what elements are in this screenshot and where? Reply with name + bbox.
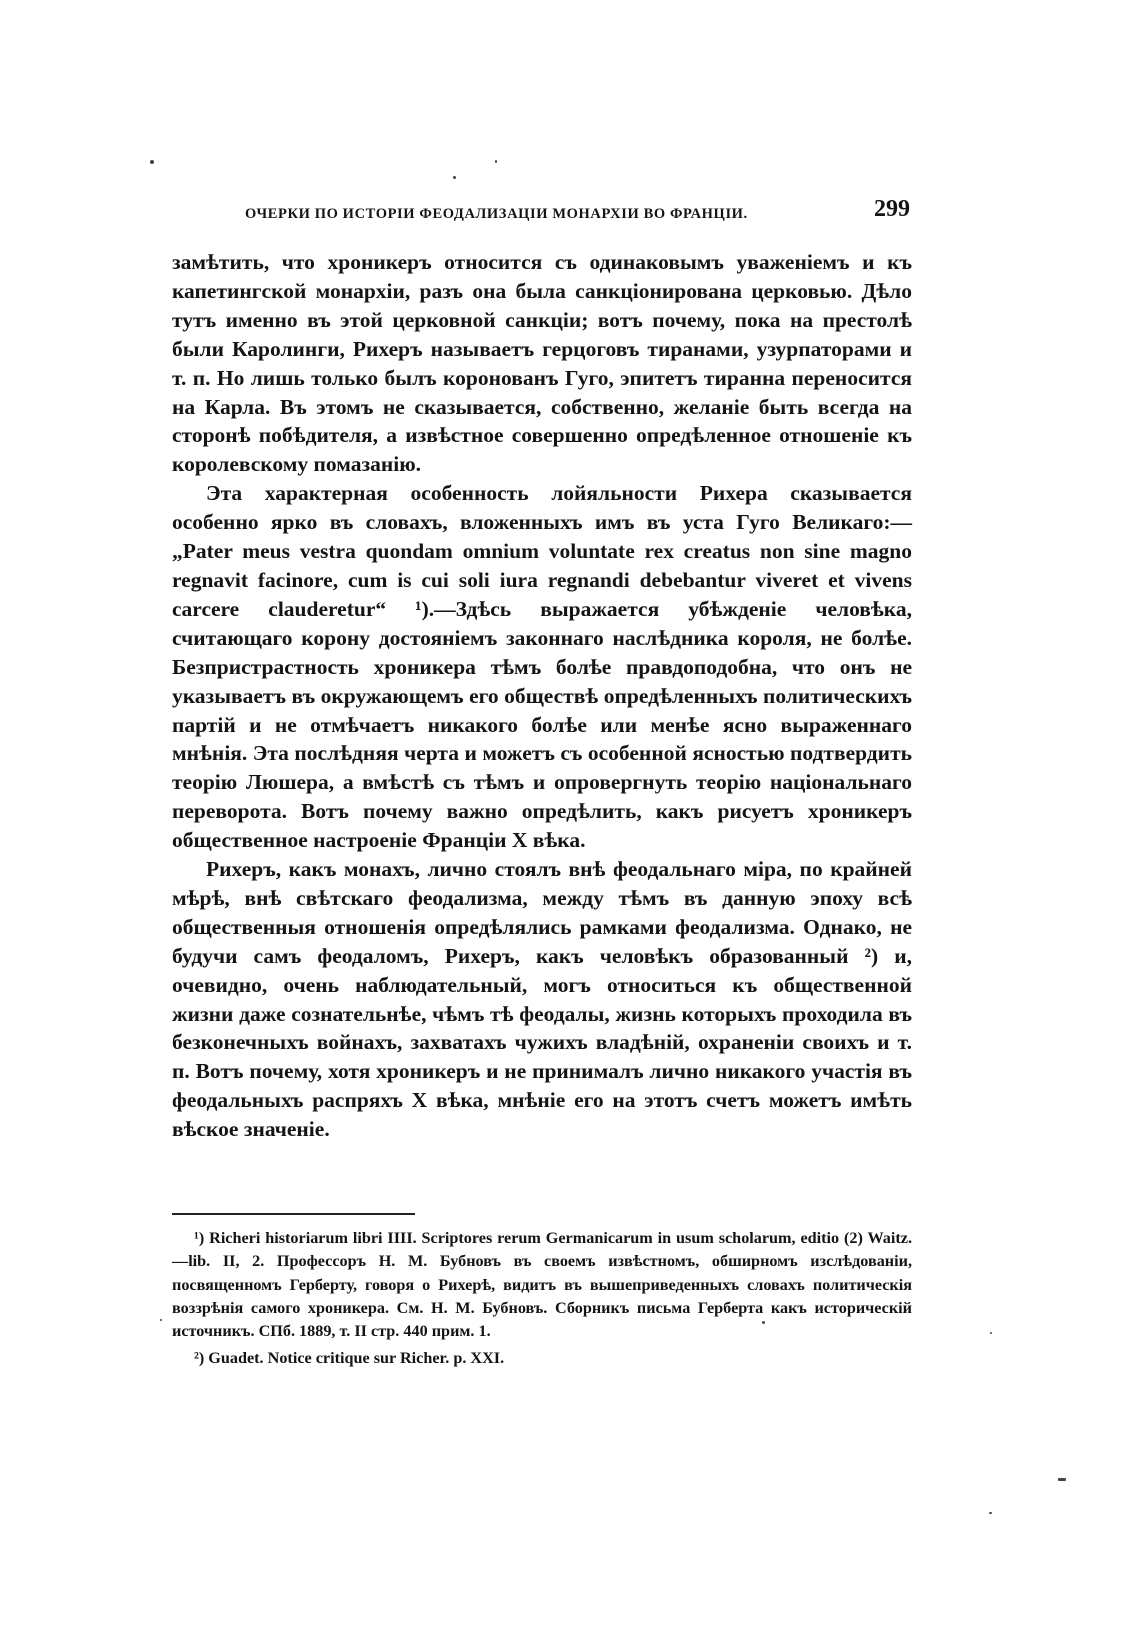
- scan-speck: [150, 160, 154, 164]
- paragraph-1: замѣтить, что хроникеръ относится съ одинаковымъ уваженіемъ и къ капетингской монархіи, разъ она была санкціонирована церковью. Дѣло тутъ именно въ этой церковной санкціи; вотъ почему, пока на престолѣ были Каролинги, Рихеръ называетъ герцоговъ тиранами, узурпаторами и т. п. Но лишь только былъ коронованъ Гуго, эпитетъ тиранна переносится на Карла. Въ этомъ не сказывается, собственно, желаніе быть всегда на сторонѣ побѣдителя, а извѣстное совершенно опредѣленное отношеніе къ королевскому помазанію.: [172, 250, 912, 477]
- paragraph-3: Рихеръ, какъ монахъ, лично стоялъ внѣ феодальнаго міра, по крайней мѣрѣ, внѣ свѣтскаго феодализма, между тѣмъ въ данную эпоху всѣ общественныя отношенія опредѣлялись рамками феодализма. Однако, не будучи самъ феодаломъ, Рихеръ, какъ человѣкъ образованный ²) и, очевидно, очень наблюдательный, могъ относиться къ общественной жизни даже сознательнѣе, чѣмъ тѣ феодалы, жизнь которыхъ проходила въ безконечныхъ войнахъ, захватахъ чужихъ владѣній, охраненіи своихъ и т. п. Вотъ почему, хотя хроникеръ и не принималъ лично никакого участія въ феодальныхъ распряхъ X вѣка, мнѣніе его на этотъ счетъ можетъ имѣть вѣское значеніе.: [172, 857, 912, 1142]
- scan-speck: [453, 176, 456, 179]
- footnotes: [172, 1227, 912, 1371]
- running-head: ОЧЕРКИ ПО ИСТОРІИ ФЕОДАЛИЗАЦІИ МОНАРХІИ ВО ФРАНЦІИ.: [245, 206, 748, 222]
- scan-speck: [990, 1332, 992, 1334]
- footnote-2: ²) Guadet. Notice critique sur Richer. p. XXI.: [194, 1349, 505, 1368]
- page-header: [245, 196, 910, 226]
- paragraph-2: Эта характерная особенность лойяльности Рихера сказывается особенно ярко въ словахъ, вложенныхъ имъ въ уста Гуго Великаго:— „Pater meus vestra quondam omnium voluntate rex creatus non sine magno regnavit facinore, cum is cui soli iura regnandi debebantur viveret et vivens carcere clauderetur“ ¹).—Здѣсь выражается убѣжденіе человѣка, считающаго корону достояніемъ законнаго наслѣдника короля, не болѣе. Безпристрастность хроникера тѣмъ болѣе правдоподобна, что онъ не указываетъ въ окружающемъ его обществѣ опредѣленныхъ политическихъ партій и не отмѣчаетъ никакого болѣе или менѣе ясно выраженнаго мнѣнія. Эта послѣдняя черта и можетъ съ особенной ясностью подтвердить теорію Люшера, а вмѣстѣ съ тѣмъ и опровергнуть теорію національнаго переворота. Вотъ почему важно опредѣлить, какъ рисуетъ хроникеръ общественное настроеніе Франціи X вѣка.: [172, 481, 912, 853]
- scan-speck: [989, 1512, 992, 1514]
- body-text: [172, 248, 912, 1144]
- scan-speck: [160, 1319, 162, 1321]
- footnote-1: ¹) Richeri historiarum libri IIII. Scriptores rerum Germanicarum in usum scholarum, editio (2) Waitz.—lib. II, 2. Профессоръ Н. М. Бубновъ въ своемъ извѣстномъ, обширномъ изслѣдованіи, посвященномъ Герберту, говоря о Рихерѣ, видитъ въ вышеприведенныхъ словахъ политическія воззрѣнія самого хроникера. См. Н. М. Бубновъ. Сборникъ письма Герберта какъ историческій источникъ. СПб. 1889, т. II стр. 440 прим. 1.: [172, 1229, 912, 1341]
- footnote-rule: [172, 1213, 415, 1215]
- page-number: 299: [874, 196, 910, 222]
- scan-speck: [495, 160, 497, 163]
- scan-speck: [1058, 1478, 1066, 1481]
- scan-speck: [762, 1321, 765, 1324]
